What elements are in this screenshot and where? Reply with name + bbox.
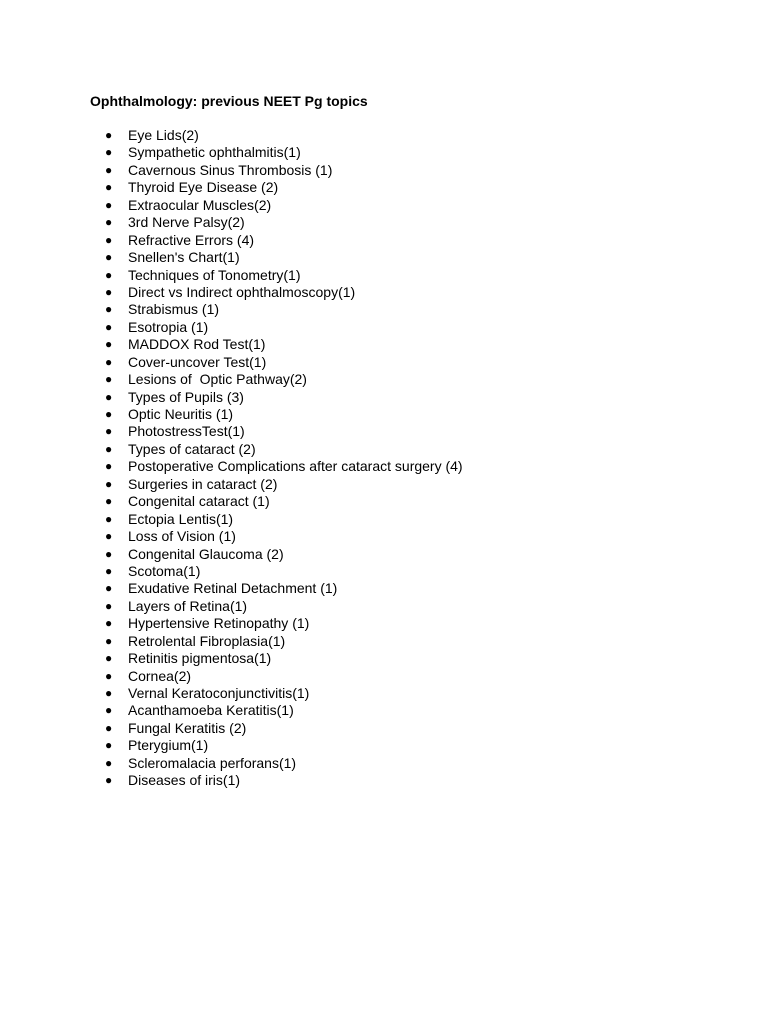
bullet-icon: ● <box>105 773 113 788</box>
topic-text: Retrolental Fibroplasia(1) <box>128 632 286 649</box>
topic-text: Hypertensive Retinopathy (1) <box>128 615 310 632</box>
topic-text: Extraocular Muscles(2) <box>128 196 272 213</box>
bullet-icon: ● <box>105 128 113 142</box>
bullet-icon: ● <box>105 476 113 491</box>
bullet-icon: ● <box>105 407 113 421</box>
topic-text: Snellen's Chart(1) <box>128 249 240 266</box>
bullet-icon: ● <box>105 215 113 230</box>
bullet-icon: ● <box>105 703 113 718</box>
topic-text: Pterygium(1) <box>128 737 209 754</box>
topic-text: Scleromalacia perforans(1) <box>128 754 297 771</box>
topic-text: Exudative Retinal Detachment (1) <box>128 580 338 597</box>
bullet-icon: ● <box>105 511 113 526</box>
bullet-icon: ● <box>105 319 113 334</box>
bullet-icon: ● <box>105 267 113 282</box>
bullet-icon: ● <box>105 441 113 456</box>
topic-text: Lesions of Optic Pathway(2) <box>128 371 307 388</box>
topic-text: Cornea(2) <box>128 667 192 684</box>
topic-text: Retinitis pigmentosa(1) <box>128 650 272 667</box>
topic-text: Layers of Retina(1) <box>128 597 248 614</box>
topic-text: Refractive Errors (4) <box>128 231 255 248</box>
topic-text: Esotropia (1) <box>128 318 209 335</box>
bullet-icon: ● <box>105 284 113 299</box>
topic-text: Cavernous Sinus Thrombosis (1) <box>128 161 333 178</box>
bullet-icon: ● <box>105 337 113 352</box>
bullet-icon: ● <box>105 581 113 596</box>
topic-text: Loss of Vision (1) <box>128 528 236 545</box>
bullet-icon: ● <box>105 529 113 544</box>
bullet-icon: ● <box>105 232 113 247</box>
bullet-icon: ● <box>105 197 113 212</box>
topic-text: PhotostressTest(1) <box>128 423 245 440</box>
topic-text: Fungal Keratitis (2) <box>128 719 247 736</box>
topic-text: Ectopia Lentis(1) <box>128 510 234 527</box>
topic-text: Surgeries in cataract (2) <box>128 475 278 492</box>
topic-text: Congenital Glaucoma (2) <box>128 545 284 562</box>
topic-text: Postoperative Complications after cataract surgery (4) <box>128 458 463 475</box>
topic-text: Types of cataract (2) <box>128 440 256 457</box>
topic-text: Eye Lids(2) <box>128 127 199 143</box>
topic-text: Thyroid Eye Disease (2) <box>128 179 279 196</box>
bullet-icon: ● <box>105 651 113 666</box>
document-title: Ophthalmology: previous NEET Pg topics <box>90 93 368 109</box>
bullet-icon: ● <box>105 424 113 439</box>
bullet-icon: ● <box>105 302 113 317</box>
topic-text: Vernal Keratoconjunctivitis(1) <box>128 685 310 701</box>
bullet-icon: ● <box>105 162 113 177</box>
bullet-icon: ● <box>105 372 113 387</box>
bullet-icon: ● <box>105 389 113 404</box>
bullet-icon: ● <box>105 459 113 474</box>
bullet-icon: ● <box>105 598 113 613</box>
bullet-icon: ● <box>105 668 113 683</box>
bullet-icon: ● <box>105 354 113 369</box>
topic-text: Strabismus (1) <box>128 301 220 318</box>
bullet-icon: ● <box>105 720 113 735</box>
topic-text: MADDOX Rod Test(1) <box>128 336 266 353</box>
topic-text: Direct vs Indirect ophthalmoscopy(1) <box>128 283 356 300</box>
topic-text: Types of Pupils (3) <box>128 388 244 405</box>
topic-text: 3rd Nerve Palsy(2) <box>128 214 245 231</box>
bullet-icon: ● <box>105 616 113 631</box>
bullet-icon: ● <box>105 563 113 578</box>
bullet-icon: ● <box>105 180 113 195</box>
bullet-icon: ● <box>105 738 113 753</box>
bullet-icon: ● <box>105 145 113 160</box>
bullet-icon: ● <box>105 755 113 770</box>
bullet-icon: ● <box>105 686 113 700</box>
bullet-icon: ● <box>105 546 113 561</box>
topic-text: Congenital cataract (1) <box>128 493 270 510</box>
topic-text: Diseases of iris(1) <box>128 772 241 789</box>
topic-text: Scotoma(1) <box>128 562 201 579</box>
bullet-icon: ● <box>105 633 113 648</box>
topic-text: Cover-uncover Test(1) <box>128 353 267 370</box>
topic-text: Techniques of Tonometry(1) <box>128 266 301 283</box>
topic-text: Acanthamoeba Keratitis(1) <box>128 702 294 719</box>
topic-text: Sympathetic ophthalmitis(1) <box>128 144 301 161</box>
bullet-icon: ● <box>105 494 113 509</box>
topic-text: Optic Neuritis (1) <box>128 406 234 422</box>
bullet-icon: ● <box>105 250 113 265</box>
